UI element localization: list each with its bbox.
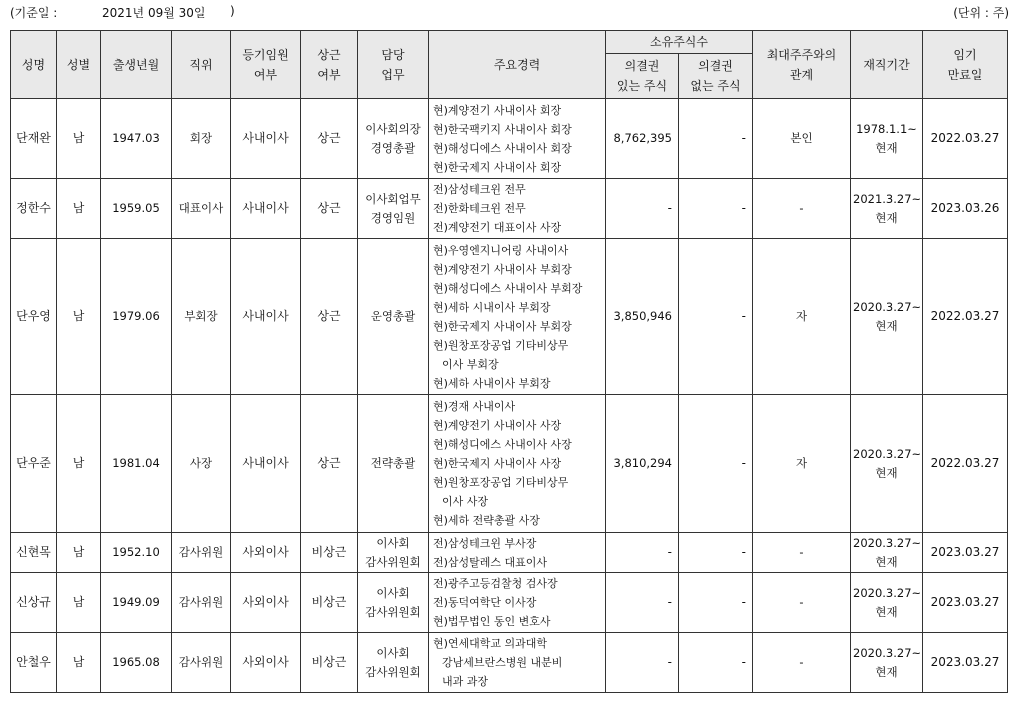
cell-nonvoting-shares: -: [679, 239, 753, 395]
cell-gender: 남: [57, 533, 101, 573]
header-gender: 성별: [57, 31, 101, 99]
cell-gender: 남: [57, 633, 101, 693]
cell-registered: 사외이사: [231, 533, 301, 573]
cell-fulltime: 비상근: [301, 633, 358, 693]
cell-career: 현)연세대학교 의과대학 강남세브란스병원 내분비 내과 과장: [429, 633, 606, 693]
cell-nonvoting-shares: -: [679, 633, 753, 693]
cell-duty: 이사회 감사위원회: [358, 573, 429, 633]
cell-relation: -: [753, 179, 851, 239]
header-nonvoting: 의결권 없는 주식: [679, 54, 753, 99]
cell-voting-shares: 3,850,946: [606, 239, 679, 395]
cell-tenure: 2020.3.27~ 현재: [851, 633, 923, 693]
header-term: 임기 만료일: [923, 31, 1008, 99]
cell-registered: 사내이사: [231, 179, 301, 239]
cell-career: 전)광주고등검찰청 검사장 전)동덕여학단 이사장 현)법무법인 동인 변호사: [429, 573, 606, 633]
cell-nonvoting-shares: -: [679, 99, 753, 179]
cell-term: 2022.03.27: [923, 239, 1008, 395]
cell-voting-shares: -: [606, 573, 679, 633]
cell-voting-shares: -: [606, 633, 679, 693]
cell-name: 신현목: [11, 533, 57, 573]
header-duty: 담당 업무: [358, 31, 429, 99]
cell-position: 회장: [172, 99, 231, 179]
cell-relation: -: [753, 633, 851, 693]
cell-gender: 남: [57, 239, 101, 395]
cell-relation: 자: [753, 239, 851, 395]
report-header: [10, 4, 1009, 22]
cell-fulltime: 상근: [301, 395, 358, 533]
table-row: [11, 573, 1008, 633]
cell-gender: 남: [57, 573, 101, 633]
cell-duty: 전략총괄: [358, 395, 429, 533]
cell-career: 전)삼성테크윈 부사장 전)삼성탈레스 대표이사: [429, 533, 606, 573]
cell-birth: 1979.06: [101, 239, 172, 395]
cell-duty: 이사회업무 경영임원: [358, 179, 429, 239]
header-position: 직위: [172, 31, 231, 99]
header-birth: 출생년월: [101, 31, 172, 99]
cell-duty: 이사회 감사위원회: [358, 633, 429, 693]
cell-term: 2022.03.27: [923, 395, 1008, 533]
table-row: [11, 99, 1008, 179]
cell-career: 현)계양전기 사내이사 회장 현)한국팩키지 사내이사 회장 현)해성디에스 사내이사 회장 현)한국제지 사내이사 회장: [429, 99, 606, 179]
cell-position: 감사위원: [172, 633, 231, 693]
cell-fulltime: 상근: [301, 239, 358, 395]
cell-gender: 남: [57, 179, 101, 239]
cell-registered: 사외이사: [231, 573, 301, 633]
cell-name: 안철우: [11, 633, 57, 693]
cell-registered: 사외이사: [231, 633, 301, 693]
base-date-label: (기준일 :: [10, 6, 58, 20]
table-row: [11, 239, 1008, 395]
cell-career: 현)우영엔지니어링 사내이사 현)계양전기 사내이사 부회장 현)해성디에스 사내이사 부회장 현)세하 시내이사 부회장 현)한국제지 사내이사 부회장 현)원창포장공업 기타비상무 이사 부회장 현)세하 사내이사 부회장: [429, 239, 606, 395]
cell-term: 2023.03.27: [923, 633, 1008, 693]
cell-tenure: 2020.3.27~ 현재: [851, 239, 923, 395]
cell-fulltime: 비상근: [301, 533, 358, 573]
table-row: [11, 395, 1008, 533]
cell-nonvoting-shares: -: [679, 573, 753, 633]
header-fulltime: 상근 여부: [301, 31, 358, 99]
base-date: 2021년 09월 30일: [102, 6, 206, 20]
table-row: [11, 533, 1008, 573]
executives-table: [10, 30, 1008, 693]
header-name: 성명: [11, 31, 57, 99]
cell-term: 2023.03.26: [923, 179, 1008, 239]
cell-fulltime: 상근: [301, 179, 358, 239]
cell-name: 단우영: [11, 239, 57, 395]
table-row: [11, 633, 1008, 693]
cell-relation: 자: [753, 395, 851, 533]
cell-position: 감사위원: [172, 573, 231, 633]
header-career: 주요경력: [429, 31, 606, 99]
cell-registered: 사내이사: [231, 239, 301, 395]
cell-birth: 1947.03: [101, 99, 172, 179]
cell-tenure: 1978.1.1~ 현재: [851, 99, 923, 179]
cell-birth: 1965.08: [101, 633, 172, 693]
cell-tenure: 2020.3.27~ 현재: [851, 533, 923, 573]
cell-position: 대표이사: [172, 179, 231, 239]
cell-tenure: 2020.3.27~ 현재: [851, 395, 923, 533]
header-relation: 최대주주와의 관계: [753, 31, 851, 99]
cell-career: 현)경재 사내이사 현)계양전기 사내이사 사장 현)해성디에스 사내이사 사장 현)한국제지 사내이사 사장 현)원창포장공업 기타비상무 이사 사장 현)세하 전략총괄 사장: [429, 395, 606, 533]
header-shares: 소유주식수: [606, 31, 753, 54]
cell-birth: 1949.09: [101, 573, 172, 633]
cell-term: 2023.03.27: [923, 573, 1008, 633]
cell-nonvoting-shares: -: [679, 533, 753, 573]
cell-name: 단우준: [11, 395, 57, 533]
cell-position: 부회장: [172, 239, 231, 395]
cell-gender: 남: [57, 395, 101, 533]
cell-position: 감사위원: [172, 533, 231, 573]
cell-voting-shares: 3,810,294: [606, 395, 679, 533]
cell-tenure: 2020.3.27~ 현재: [851, 573, 923, 633]
cell-name: 정한수: [11, 179, 57, 239]
cell-duty: 이사회의장 경영총괄: [358, 99, 429, 179]
cell-duty: 이사회 감사위원회: [358, 533, 429, 573]
cell-tenure: 2021.3.27~ 현재: [851, 179, 923, 239]
cell-voting-shares: -: [606, 179, 679, 239]
header-voting: 의결권 있는 주식: [606, 54, 679, 99]
cell-relation: -: [753, 573, 851, 633]
table-row: [11, 179, 1008, 239]
cell-fulltime: 비상근: [301, 573, 358, 633]
cell-career: 전)삼성테크윈 전무 전)한화테크윈 전무 전)계양전기 대표이사 사장: [429, 179, 606, 239]
cell-term: 2022.03.27: [923, 99, 1008, 179]
cell-nonvoting-shares: -: [679, 395, 753, 533]
cell-name: 신상규: [11, 573, 57, 633]
header-registered: 등기임원 여부: [231, 31, 301, 99]
cell-position: 사장: [172, 395, 231, 533]
cell-registered: 사내이사: [231, 99, 301, 179]
cell-gender: 남: [57, 99, 101, 179]
header-tenure: 재직기간: [851, 31, 923, 99]
cell-name: 단재완: [11, 99, 57, 179]
cell-relation: -: [753, 533, 851, 573]
cell-birth: 1981.04: [101, 395, 172, 533]
cell-fulltime: 상근: [301, 99, 358, 179]
cell-relation: 본인: [753, 99, 851, 179]
cell-voting-shares: -: [606, 533, 679, 573]
cell-birth: 1952.10: [101, 533, 172, 573]
cell-birth: 1959.05: [101, 179, 172, 239]
cell-term: 2023.03.27: [923, 533, 1008, 573]
cell-voting-shares: 8,762,395: [606, 99, 679, 179]
unit-label: (단위 : 주): [953, 6, 1009, 20]
cell-registered: 사내이사: [231, 395, 301, 533]
cell-nonvoting-shares: -: [679, 179, 753, 239]
cell-duty: 운영총괄: [358, 239, 429, 395]
base-date-close: ): [230, 4, 235, 18]
